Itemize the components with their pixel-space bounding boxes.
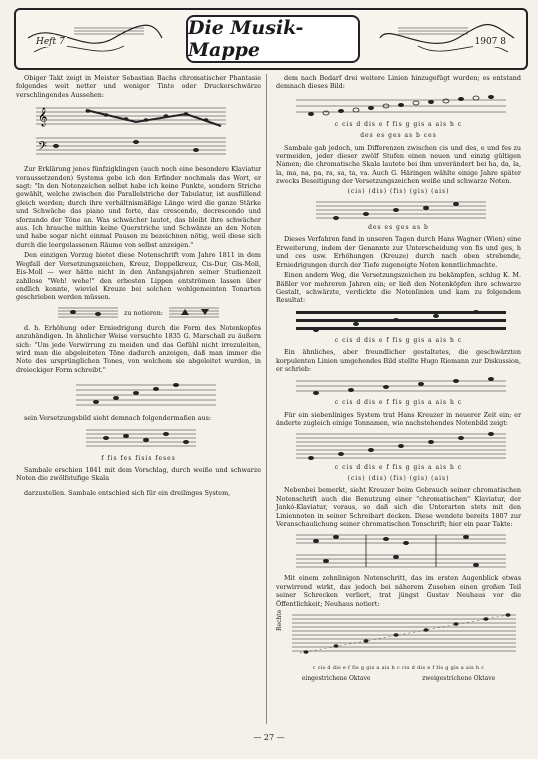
paragraph: Sambale gab jedoch, um Differenzen zwischen cis und des, e und fes zu vermeiden, jeder dieser zwölf Stufen einen neuen und einzig gültigen Namen; die chromatische Skala lautete bei ihm unverändert bei ha, da, la, la, ma, na, pa, ra, sa, ta, va. Auch G. Häringen wählte einige Jahre später zwecks Beseitigung der Versetzungszeichen weiße und schwarze Noten.: [276, 143, 521, 186]
svg-text:𝄢: 𝄢: [38, 140, 48, 157]
music-example-neuhaus-icon: [276, 611, 521, 661]
music-example-takte-icon: [276, 531, 521, 571]
magazine-header: [14, 8, 528, 70]
paragraph: Den einzigen Vorzug bietet diese Notenschrift vom Jahre 1811 in dem Wegfall der Versetzungszeichen, Kreuz, Doppelkreuz, Cis-Dur, Gis-Moll, Eis-Moll — wer hätte nicht in den Anfangsjahren seiner Studienzeit zahllose "Weh! wehe!" den erbosten Lippen entströmen lassen über endlich konnte, wieviel Kreuze bei solchen wohlgemeinten Tonarten geschrieben werden müssen.: [16, 251, 261, 302]
octave-labels: [276, 675, 521, 683]
music-example-fisis-icon: [16, 426, 261, 452]
notes-label: c cis d dis e f fis g gis a ais h c: [334, 399, 463, 407]
column-divider: [266, 74, 267, 724]
music-example-kreuzer-icon: [276, 431, 521, 461]
paragraph: Zur Erklärung jenes fünfzigklingen (auch noch eine besondere Klaviatur voraussetzenden) Systems gebe ich den Erfinder nochmals das Wort, er sagt: "In den Notenzeichen selbst habe ich keine Punkte, sondern Striche gewählt, welche zwischen die Parallelstriche der Tabulatur, ist ausfüllend gleich werden; durch ihre verhältnismäßige Länge wird die ganze Stärke und Schwäche das piano und forte, das crescendo, decrescendo und sforzando der Töne an. Was schwächer lautet, das bleibt ihre schwächer aus. Ich brauche mithin keine Querstriche und Schwänze an den Noten und habe sogar nicht einmal Pausen zu bezeichnen nötig, weil diese sich durch die leergelassenen Räume von selbst anzeigen.": [16, 165, 261, 249]
notes-label: c cis d dis e f fis g gis a ais h c: [334, 120, 463, 128]
zu-notieren-row: [16, 305, 261, 321]
notes-label: (cis) (dis) (fis) (gis) (ais): [347, 474, 450, 482]
zu-notieren-label: zu notieren:: [124, 308, 163, 317]
paragraph: Für ein siebenliniges System trat Hans Kreuzer in neuerer Zeit ein; er änderte zugleich einige Tonnamen, wie nachstehendes Notenbild zeigt:: [276, 410, 521, 428]
notes-label: (cis) (dis) (fis) (gis) (ais): [347, 187, 450, 195]
paragraph: Einen andern Weg, die Versetzungszeichen zu bekämpfen, schlug K. M. Bäßler vor mehreren Jahren ein; er ließ den Notenköpfen ihre schwarze Gestalt, schwärzte, verdickte die Notenlinien und kam zu folgendem Resultat:: [276, 271, 521, 305]
year-label: 1907 8: [474, 37, 506, 47]
paragraph: d. h. Erhöhung oder Erniedrigung durch die Form des Notenkopfes anzuhändigen. In ähnlicher Weise versuchte 1835 G. Marschall zu äußern sich: "Um jede Verwirrung zu meiden und das Gefühl nicht irrezuleiten, wird man die abgeleiteten Töne dadurch anzeigen, daß man immer die Note des ursprünglichen Tones, von welchem sie abgeleitet wurden, in dreieckiger Form schreibt.": [16, 323, 261, 374]
paragraph: sein Versetzungsbild sieht demnach folgendermaßen aus:: [24, 414, 212, 423]
music-example-notenschrift-icon: [16, 377, 261, 411]
note-example-icon: [58, 305, 118, 321]
page-number: — 27 —: [253, 733, 285, 742]
notes-fisis-label: f fis fes fisis feses: [101, 454, 176, 462]
paragraph: dem nach Bedarf drei weitere Linien hinzugefügt wurden; es entstand demnach dieses Bild:: [276, 74, 521, 91]
music-example-haeringen-icon: [276, 199, 521, 221]
music-example-sambale-icon: [276, 94, 521, 118]
paragraph: Obiger Takt zeigt in Meister Sebastian Bachs chromatischer Phantasie folgendes weit netter und weniger Tinte oder Druckerschwärze verschlingendes Aussehen:: [16, 74, 261, 99]
notes-label: des es ges as b: [368, 224, 429, 232]
right-column: [276, 74, 521, 684]
notes-label: c cis d dis e f fis g gis a ais h c: [334, 463, 463, 471]
notes-label: des es ges as b ces: [360, 132, 437, 140]
title-box: [186, 15, 360, 63]
note-example2-icon: [169, 305, 219, 321]
octave-label: zweigestrichene Oktave: [422, 675, 496, 683]
page: [14, 8, 524, 753]
paragraph: Sambale erschien 1841 mit dem Vorschlag, durch weiße und schwarze Noten die zwölfstufige Skala: [16, 465, 261, 483]
neuhaus-example: [276, 611, 521, 684]
paragraph: Ein ähnliches, aber freundlicher gestaltetes, die geschwärzten korpulenten Linien umgehendes Bild stellte Hugo Riemann zur Diskussion, er schrieb:: [276, 348, 521, 373]
notes-label: c cis d dis e f fis g gis a ais h c cis d dis e f fis g gis a ais h c: [312, 665, 485, 672]
notes-label: c cis d dis e f fis g gis a ais h c: [334, 336, 463, 344]
svg-text:𝄞: 𝄞: [38, 107, 48, 127]
paragraph: Dieses Verfahren fand in unseren Tagen durch Hans Wagner (Wien) eine Erweiterung, indem der Genannte zur Unterscheidung von fis und ges, h und ces usw. Erhöhungen (Kreuze) durch nach oben strebende, Erniedrigungen durch der Tiefe zugeneigte Noten kenntlichmachte.: [276, 235, 521, 269]
paragraph: Mit einem zehnlinigen Notenschritt, das im ersten Augenblick etwas verwirrend wirkt, das jedoch bei näherem Zusehen einen großen Teil seiner Schrecken verliert, trat jüngst Gustav Neuhaus vor die Öffentlichkeit; Neuhaus notiert:: [276, 574, 521, 608]
music-example-riemann-icon: [276, 376, 521, 396]
paragraph: darzustellen. Sambale entschied sich für ein dreilinges System,: [24, 488, 231, 497]
rechte-label: Rechte: [276, 609, 283, 632]
issue-label: Heft 7: [36, 37, 65, 47]
paragraph: Nebenbei bemerkt, sieht Kreuzer beim Gebrauch seiner chromatischen Notenschrift auch die Benutzung einer "chromatischen" Klaviatur, der Jankó-Klaviatur, voraus, so daß sich die Unterarten stets mit den Liniennoten in seiner Schreibart decken. Diese wendete bereits 1807 zur Veranschaulichung seiner chromatischen Tonschrift; hier ein paar Takte:: [276, 486, 521, 528]
music-example-baessler-icon: [276, 308, 521, 334]
left-column: [16, 74, 261, 499]
magazine-title: Die Musik-Mappe: [188, 17, 304, 61]
octave-label: eingestrichene Oktave: [301, 675, 371, 683]
music-example-bach-icon: [16, 102, 261, 162]
